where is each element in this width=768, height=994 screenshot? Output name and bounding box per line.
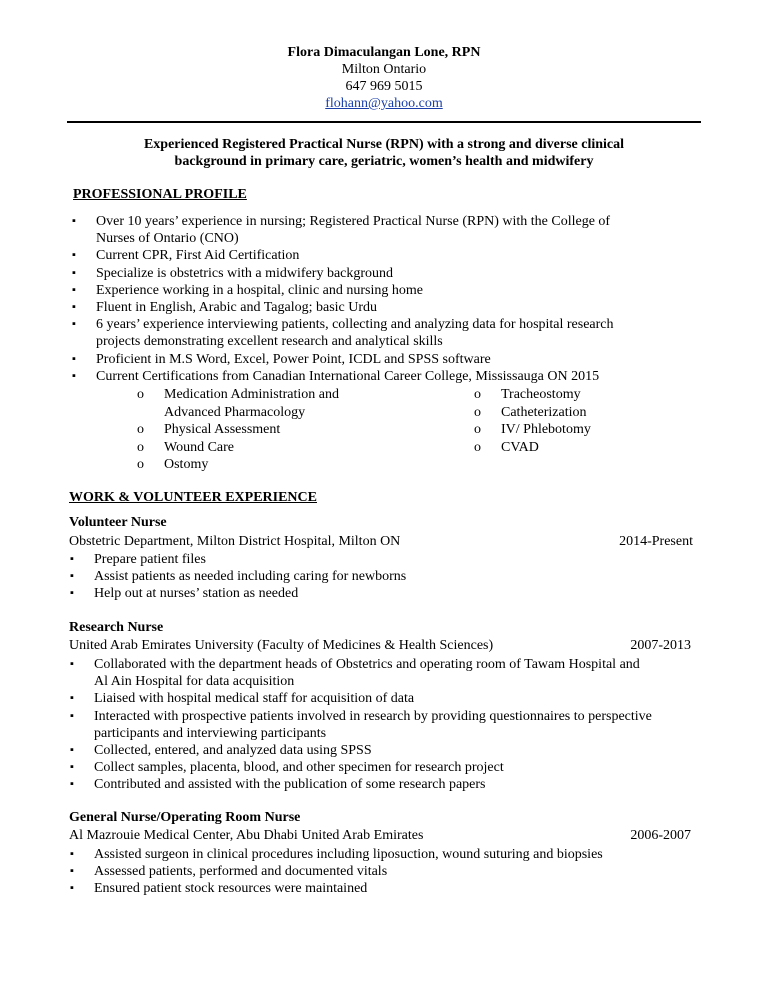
list-item: o Medication Administration and: [137, 387, 339, 402]
job-dates: 2014-Present: [619, 534, 693, 549]
list-item: ▪ 6 years’ experience interviewing patients, collecting and analyzing data for hospital research: [72, 317, 614, 333]
list-item: ▪ Collaborated with the department heads of Obstetrics and operating room of Tawam Hospital and: [70, 657, 640, 672]
list-item: o Physical Assessment: [137, 422, 281, 437]
list-item: Al Ain Hospital for data acquisition: [94, 674, 295, 690]
list-item: ▪ Help out at nurses’ station as needed: [70, 586, 299, 602]
bullet-icon: ▪: [72, 283, 76, 296]
job-place: Al Mazrouie Medical Center, Abu Dhabi United Arab Emirates: [69, 828, 424, 843]
list-item: ▪ Proficient in M.S Word, Excel, Power Point, ICDL and SPSS software: [72, 351, 491, 367]
list-item: ▪ Assisted surgeon in clinical procedures including liposuction, wound suturing and biopsies: [70, 847, 603, 862]
applicant-phone: 647 969 5015: [345, 79, 423, 94]
list-item: o Ostomy: [137, 457, 209, 472]
list-item: Nurses of Ontario (CNO): [96, 231, 239, 247]
job-duties: [68, 656, 652, 794]
list-item: ▪ Interacted with prospective patients involved in research by providing questionnaires to perspective: [70, 708, 652, 724]
job-title: Volunteer Nurse: [69, 515, 167, 530]
circle-bullet-icon: o: [137, 439, 144, 455]
bullet-icon: ▪: [70, 658, 74, 670]
job-dates: 2006-2007: [630, 828, 691, 843]
job-title: Research Nurse: [69, 620, 164, 635]
list-item: ▪ Prepare patient files: [70, 552, 206, 567]
list-item: ▪ Liaised with hospital medical staff for acquisition of data: [70, 691, 415, 707]
bullet-icon: ▪: [70, 761, 74, 774]
list-item: ▪ Current Certifications from Canadian International Career College, Mississauga ON 2015: [72, 368, 600, 384]
list-item: ▪ Ensured patient stock resources were maintained: [70, 881, 368, 897]
bullet-icon: ▪: [70, 778, 74, 791]
list-item: projects demonstrating excellent research and analytical skills: [96, 334, 443, 350]
bullet-icon: ▪: [72, 266, 76, 279]
list-item: ▪ Over 10 years’ experience in nursing; Registered Practical Nurse (RPN) with the College of: [72, 214, 611, 229]
applicant-city: Milton Ontario: [341, 62, 427, 77]
list-item: o Wound Care: [137, 439, 235, 455]
bullet-icon: ▪: [70, 865, 74, 878]
list-item: participants and interviewing participants: [94, 725, 327, 741]
list-item: ▪ Experience working in a hospital, clinic and nursing home: [72, 282, 423, 298]
bullet-icon: ▪: [70, 570, 74, 583]
circle-bullet-icon: o: [137, 422, 144, 437]
circle-bullet-icon: o: [474, 404, 481, 420]
certifications-left: [137, 386, 339, 474]
list-item: ▪ Specialize is obstetrics with a midwifery background: [72, 265, 394, 281]
experience-heading: WORK & VOLUNTEER EXPERIENCE: [69, 490, 317, 505]
bullet-icon: ▪: [72, 215, 76, 227]
list-item: ▪ Collect samples, placenta, blood, and other specimen for research project: [70, 760, 504, 776]
list-item: o IV/ Phlebotomy: [474, 422, 591, 437]
applicant-name: Flora Dimaculangan Lone, RPN: [287, 45, 481, 60]
bullet-icon: ▪: [72, 249, 76, 262]
profile-heading: PROFESSIONAL PROFILE: [73, 187, 247, 202]
circle-bullet-icon: o: [137, 457, 144, 472]
list-item: ▪ Current CPR, First Aid Certification: [72, 248, 300, 264]
list-item: ▪ Contributed and assisted with the publication of some research papers: [70, 777, 486, 793]
list-item: o Tracheostomy: [474, 387, 581, 402]
certifications-right: [474, 386, 591, 456]
list-item: o CVAD: [474, 439, 539, 455]
bullet-icon: ▪: [72, 318, 76, 331]
list-item: ▪ Assist patients as needed including caring for newborns: [70, 569, 407, 585]
header-divider: [67, 121, 701, 123]
job-duties: [68, 846, 603, 898]
summary-line-1: Experienced Registered Practical Nurse (RPN) with a strong and diverse clinical: [143, 137, 625, 152]
list-item: ▪ Collected, entered, and analyzed data using SPSS: [70, 743, 372, 759]
bullet-icon: ▪: [70, 587, 74, 600]
circle-bullet-icon: o: [474, 422, 481, 437]
bullet-icon: ▪: [72, 352, 76, 365]
profile-list: [70, 213, 614, 385]
job-duties: [68, 551, 406, 603]
job-place: Obstetric Department, Milton District Hospital, Milton ON: [69, 534, 401, 549]
bullet-icon: ▪: [70, 848, 74, 860]
circle-bullet-icon: o: [474, 387, 481, 402]
bullet-icon: ▪: [72, 301, 76, 314]
job-place: United Arab Emirates University (Faculty of Medicines & Health Sciences): [69, 638, 494, 653]
list-item: ▪ Fluent in English, Arabic and Tagalog; basic Urdu: [72, 300, 378, 316]
bullet-icon: ▪: [72, 369, 76, 382]
bullet-icon: ▪: [70, 882, 74, 895]
applicant-email-link[interactable]: flohann@yahoo.com: [325, 96, 443, 111]
list-item: Advanced Pharmacology: [164, 404, 306, 420]
bullet-icon: ▪: [70, 744, 74, 757]
list-item: ▪ Assessed patients, performed and documented vitals: [70, 864, 388, 880]
circle-bullet-icon: o: [137, 387, 144, 402]
summary-line-2: background in primary care, geriatric, women’s health and midwifery: [174, 154, 594, 169]
list-item: o Catheterization: [474, 404, 587, 420]
bullet-icon: ▪: [70, 692, 74, 705]
circle-bullet-icon: o: [474, 439, 481, 455]
bullet-icon: ▪: [70, 553, 74, 565]
job-dates: 2007-2013: [630, 638, 691, 653]
job-title: General Nurse/Operating Room Nurse: [69, 810, 301, 825]
bullet-icon: ▪: [70, 709, 74, 722]
